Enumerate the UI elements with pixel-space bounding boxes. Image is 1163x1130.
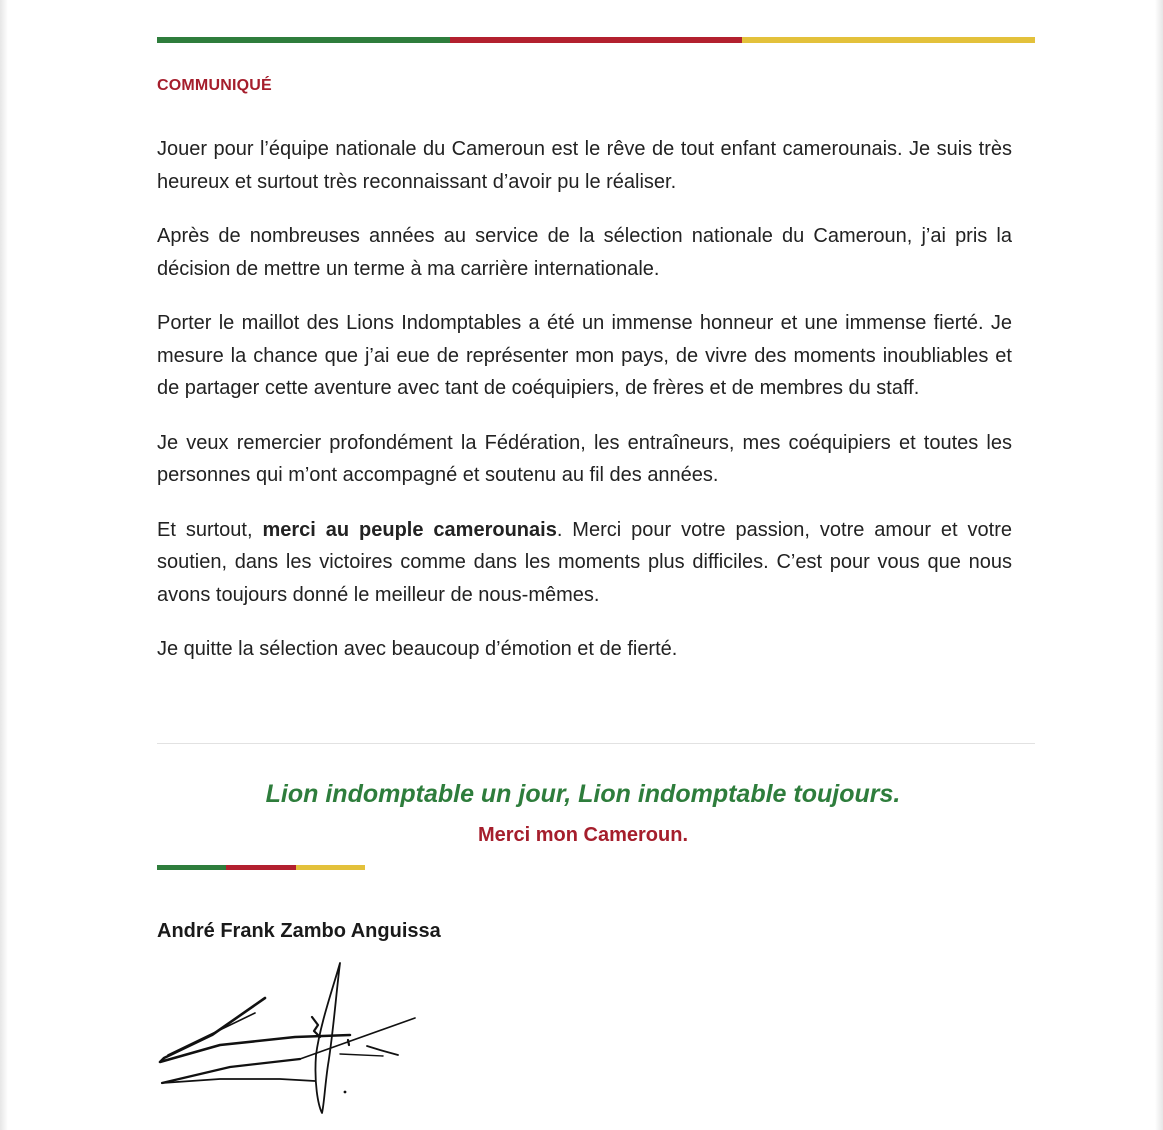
page-edge-shadow-right — [1155, 0, 1163, 1130]
paragraph-closing: Je quitte la sélection avec beaucoup d’émotion et de fierté. — [157, 638, 678, 660]
thanks-suffix: . Merci pour votre passion, votre amour et votre soutien, dans les victoires comme dans les moments plus difficiles. C’est pour vous que nous avons toujours donné le meilleur de nous-mêmes. — [157, 518, 1012, 606]
author-name: André Frank Zambo Anguissa — [157, 920, 441, 942]
flag-yellow-segment — [742, 37, 1035, 43]
motto-line: Lion indomptable un jour, Lion indomptable toujours. — [265, 780, 901, 808]
flag-color-bar-small — [157, 865, 365, 870]
paragraph-dream: Jouer pour l’équipe nationale du Cameroun est le rêve de tout enfant camerounais. Je suis très heureux et surtout très reconnaissant d’avoir pu le réaliser. — [157, 138, 1012, 193]
flag-red-segment — [226, 865, 295, 870]
thanks-cameroon-line: Merci mon Cameroun. — [477, 824, 689, 846]
flag-green-segment — [157, 865, 226, 870]
signature-icon — [150, 955, 430, 1125]
flag-green-segment — [157, 37, 450, 43]
paragraph-acknowledgements: Je veux remercier profondément la Fédération, les entraîneurs, mes coéquipiers et toutes les personnes qui m’ont accompagné et soutenu au fil des années. — [157, 431, 1012, 486]
communique-heading: COMMUNIQUÉ — [157, 77, 272, 94]
paragraph-honour: Porter le maillot des Lions Indomptables a été un immense honneur et une immense fierté. Je mesure la chance que j’ai eue de représenter mon pays, de vivre des moments inoubliables et de partager cette aventure avec tant de coéquipiers, de frères et de membres du staff. — [157, 312, 1012, 399]
communique-body — [157, 133, 1012, 688]
flag-color-bar-top — [157, 37, 1035, 43]
flag-yellow-segment — [296, 865, 365, 870]
section-divider — [157, 743, 1035, 744]
paragraph-retirement: Après de nombreuses années au service de la sélection nationale du Cameroun, j’ai pris la décision de mettre un terme à ma carrière internationale. — [157, 225, 1012, 280]
page-edge-shadow-left — [0, 0, 8, 1130]
thanks-bold: merci au peuple camerounais — [262, 518, 557, 541]
flag-red-segment — [450, 37, 743, 43]
thanks-prefix: Et surtout, — [157, 518, 263, 541]
paragraph-thanks-people — [157, 514, 1012, 612]
